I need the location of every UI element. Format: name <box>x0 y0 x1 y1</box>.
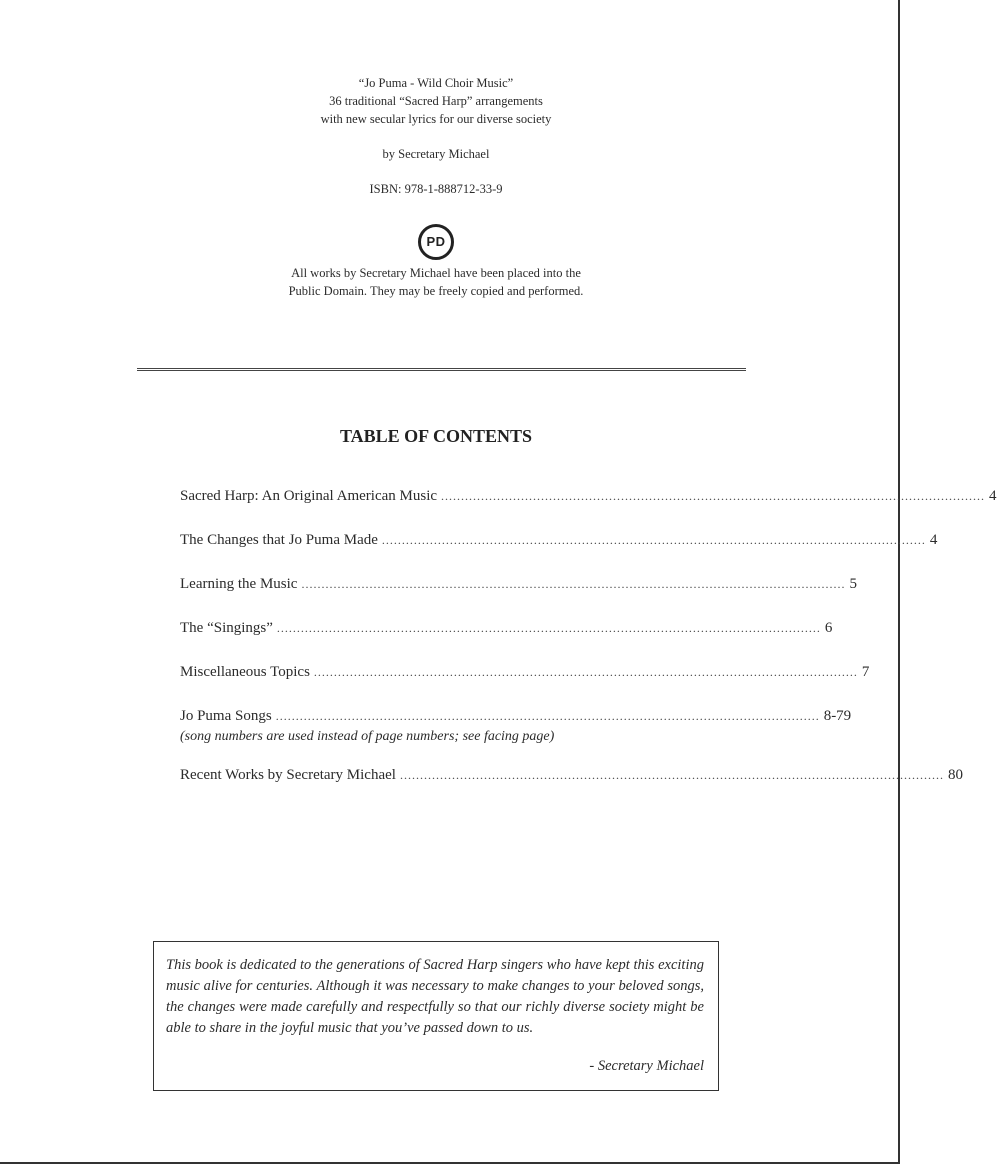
dedication-text: This book is dedicated to the generations of Sacred Harp singers who have kept this exciting music alive for centuries. Although it was necessary to make changes to your beloved songs, the changes were made carefully and respectfully so that our richly diverse society might be able to share in the joyful music that you’ve passed down to us. <box>166 957 704 1036</box>
toc-title: TABLE OF CONTENTS <box>339 426 533 446</box>
toc-entry-note: (song numbers are used instead of page numbers; see facing page) <box>180 729 555 744</box>
public-domain-line-1: All works by Secretary Michael have been placed into the <box>291 266 581 280</box>
toc-entry-page: 5 <box>849 576 857 592</box>
toc-entry-page: 6 <box>824 620 833 636</box>
toc-entry-label: The Changes that Jo Puma Made <box>180 532 378 548</box>
book-subtitle-line-1: 36 traditional “Sacred Harp” arrangements <box>329 94 543 108</box>
public-domain-notice <box>0 264 872 300</box>
toc-entry-learning[interactable] <box>180 576 857 593</box>
toc-leader-dots: ........................................................................................................................................ <box>399 768 944 782</box>
table-of-contents <box>180 488 997 811</box>
toc-entry-sacred-harp[interactable] <box>180 488 997 505</box>
toc-entry-label: Miscellaneous Topics <box>180 664 310 680</box>
toc-entry-label: Recent Works by Secretary Michael <box>180 767 396 783</box>
book-title: “Jo Puma - Wild Choir Music” <box>358 76 514 90</box>
toc-entry-label: Jo Puma Songs <box>180 708 272 724</box>
dedication-signature: - Secretary Michael <box>589 1058 704 1074</box>
toc-entry-page: 7 <box>861 664 870 680</box>
toc-entry-label: Sacred Harp: An Original American Music <box>180 488 438 504</box>
public-domain-line-2: Public Domain. They may be freely copied and performed. <box>288 284 584 298</box>
toc-entry-singings[interactable] <box>180 620 833 637</box>
page-edge-right <box>898 0 900 1164</box>
toc-entry-recent-works[interactable] <box>180 767 963 784</box>
dedication-box <box>153 941 719 1091</box>
toc-entry-miscellaneous[interactable] <box>180 664 870 681</box>
toc-leader-dots: ........................................................................................................................................ <box>381 533 926 547</box>
public-domain-icon <box>418 224 454 260</box>
toc-entry-label: Learning the Music <box>180 576 298 592</box>
book-subtitle-line-2: with new secular lyrics for our diverse society <box>320 112 552 126</box>
toc-entry-page: 4 <box>989 488 997 504</box>
toc-entry-page: 8-79 <box>823 708 852 724</box>
toc-leader-dots: ........................................................................................................................................ <box>441 489 986 503</box>
author-line: by Secretary Michael <box>382 147 490 161</box>
toc-entry-changes[interactable] <box>180 532 938 549</box>
toc-leader-dots: ........................................................................................................................................ <box>313 665 858 679</box>
toc-leader-dots: ........................................................................................................................................ <box>301 577 846 591</box>
isbn-line: ISBN: 978-1-888712-33-9 <box>369 182 503 196</box>
front-matter <box>0 74 872 300</box>
section-divider <box>137 368 746 371</box>
toc-entry-jo-puma-songs[interactable] <box>180 708 852 745</box>
public-domain-badge-text: PD <box>426 234 446 249</box>
toc-entry-page: 4 <box>929 532 938 548</box>
toc-entry-page: 80 <box>947 767 963 783</box>
toc-leader-dots: ........................................................................................................................................ <box>276 621 821 635</box>
toc-entry-label: The “Singings” <box>180 620 273 636</box>
toc-leader-dots: ........................................................................................................................................ <box>275 709 820 723</box>
